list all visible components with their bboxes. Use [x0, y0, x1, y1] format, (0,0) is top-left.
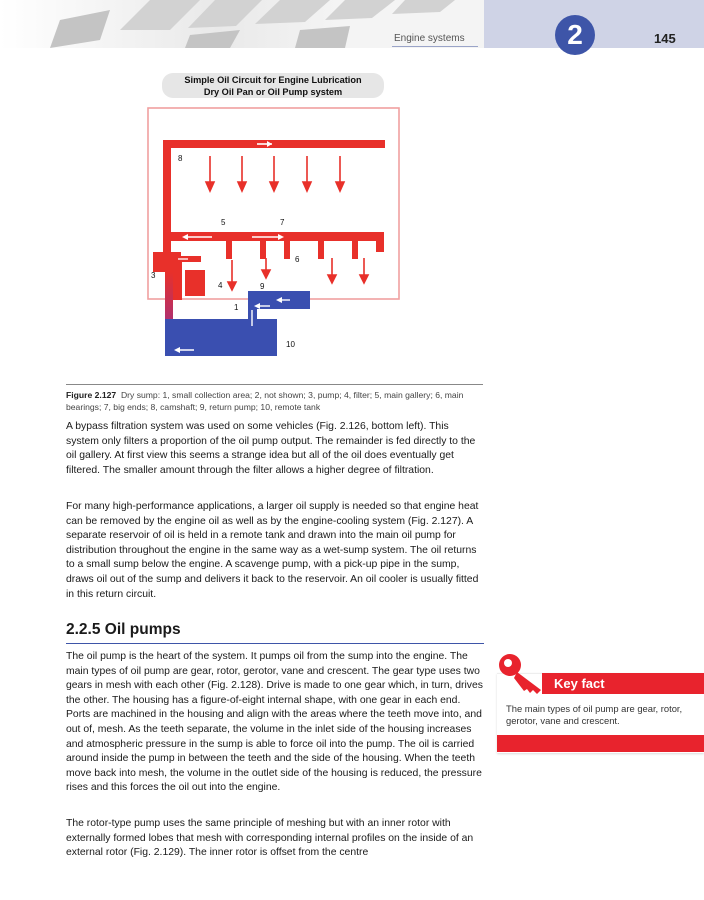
bearing-feeds [226, 241, 358, 259]
figure-caption-text: Dry sump: 1, small collection area; 2, not shown; 3, pump; 4, filter; 5, main gallery; 6, main bearings; 7, big ends; 8, camshaft; 9, return pump; 10, remote tank [66, 390, 464, 412]
key-fact-box [497, 652, 704, 754]
figure-caption-label: Figure 2.127 [66, 390, 117, 400]
chapter-number-badge: 2 [555, 15, 595, 55]
key-icon [497, 652, 547, 694]
oil-circuit-figure [132, 72, 422, 372]
camshaft-drip-arrows [206, 156, 344, 191]
figure-title-line1: Simple Oil Circuit for Engine Lubrication [184, 75, 362, 85]
paragraph-bypass-filtration: A bypass filtration system was used on some vehicles (Fig. 2.126, bottom left). This system only filters a proportion of the oil pump output. The remainder is fed directly to the oil gallery. At first view this seems a strange idea but all of the oil does eventually get filtered. The smaller amount through the filter allows a higher degree of filtration. [66, 421, 476, 476]
label-8: 8 [178, 154, 183, 163]
label-5: 5 [221, 218, 226, 227]
header-rule [392, 46, 478, 47]
pump-outlet [172, 260, 182, 300]
label-3: 3 [151, 271, 156, 280]
gallery-end [376, 232, 384, 252]
section-title: Engine systems [394, 33, 465, 44]
figure-title-line2: Dry Oil Pan or Oil Pump system [203, 87, 343, 97]
oil-filter [185, 270, 205, 296]
label-6: 6 [295, 255, 300, 264]
label-4: 4 [218, 281, 223, 290]
oil-circuit-diagram [132, 72, 422, 372]
section-heading: 2.2.5 Oil pumps [66, 621, 484, 644]
paragraph-rotor-pump: The rotor-type pump uses the same principle of meshing but with an inner rotor with externally formed lobes that mesh with corresponding internal profiles on the inside of an external rotor (Fig. 2.129). The inner rotor is offset from the centre [66, 818, 474, 859]
key-fact-bottom-bar [497, 735, 704, 752]
label-9: 9 [260, 282, 265, 291]
figure-caption [66, 384, 483, 413]
key-fact-title: Key fact [542, 673, 704, 694]
paragraph-oil-pump: The oil pump is the heart of the system. It pumps oil from the sump into the engine. The main types of oil pump are gear, rotor, gerotor, vane and crescent. The gear type uses two gears in mesh with each other (Fig. 2.128). Drive is made to one gear which, in turn, drives the other. The housing has a figure-of-eight internal shape, with one gear in each end. Ports are machined in the housing and align with the areas where the teeth move into, and out of, mesh. As the teeth separate, the volume in the inlet side of the housing increases and atmospheric pressure in the sump is able to force oil into the pump. The oil is carried around inside the pump in between the teeth and the side of the housing. When the teeth move back into mesh, the volume in the outlet side of the housing is reduced, the pressure rises and this forces the oil out into the engine. [66, 651, 483, 794]
page-number: 145 [654, 31, 676, 46]
key-fact-text: The main types of oil pump are gear, rotor, gerotor, vane and crescent. [506, 703, 683, 726]
label-10: 10 [286, 340, 295, 349]
label-1: 1 [234, 303, 239, 312]
paragraph-dry-sump: For many high-performance applications, a larger oil supply is needed so that engine heat can be removed by the engine oil as well as by the engine-cooling system (Fig. 2.127). A separate reservoir of oil is held in a remote tank and drawn into the main oil pump for distribution throughout the engine in the same way as a wet-sump system. The oil returns to a small sump below the engine. A scavenge pump, with a pick-up pipe in the sump, draws oil out of the sump and delivers it back to the reservoir. An oil cooler is usually fitted in this return circuit. [66, 501, 479, 600]
label-7: 7 [280, 218, 285, 227]
camshaft-gallery [163, 140, 385, 148]
